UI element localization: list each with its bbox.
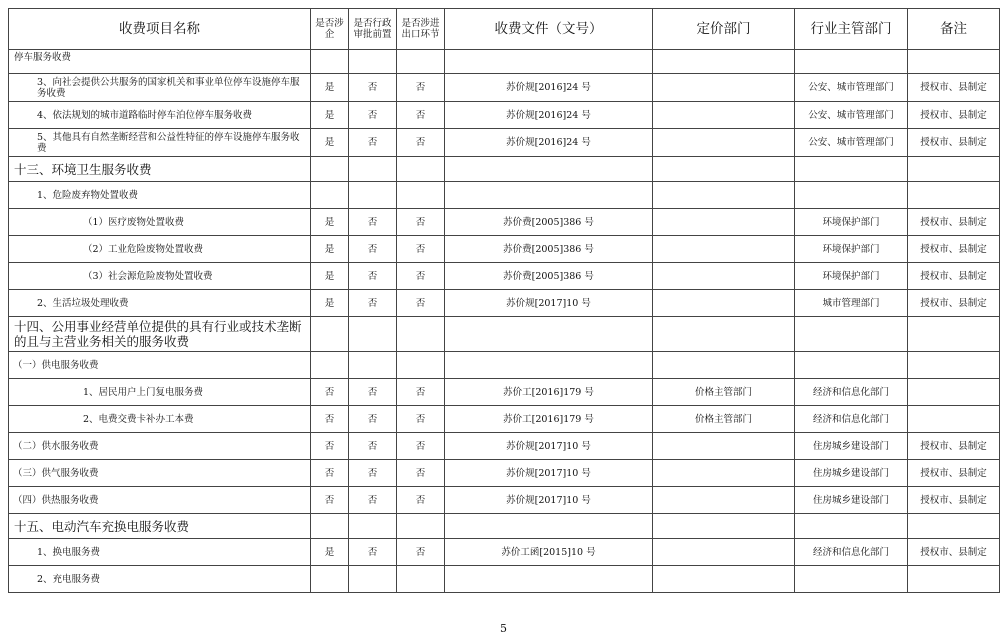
fee-item-name: 2、生活垃圾处理收费 (9, 290, 311, 317)
cell-approval: 否 (349, 487, 397, 514)
cell-remarks (908, 182, 1000, 209)
cell-approval: 否 (349, 74, 397, 102)
table-row (9, 566, 1000, 593)
cell-document: 苏价规[2017]10 号 (445, 460, 653, 487)
fee-item-name: 1、换电服务费 (9, 539, 311, 566)
cell-pricing-dept (653, 487, 795, 514)
cell-approval (349, 50, 397, 74)
cell-import-export: 否 (397, 102, 445, 129)
cell-approval (349, 317, 397, 352)
section-row (9, 317, 1000, 352)
cell-import-export (397, 317, 445, 352)
cell-pricing-dept (653, 263, 795, 290)
table-row (9, 236, 1000, 263)
fee-item-name: 2、电费交费卡补办工本费 (9, 406, 311, 433)
cell-document: 苏价规[2016]24 号 (445, 74, 653, 102)
cell-enterprise (311, 317, 349, 352)
fee-item-name: （四）供热服务收费 (9, 487, 311, 514)
cell-remarks: 授权市、县制定 (908, 290, 1000, 317)
cell-document (445, 50, 653, 74)
cell-import-export: 否 (397, 290, 445, 317)
cell-pricing-dept (653, 209, 795, 236)
header-pricing-dept: 定价部门 (653, 9, 795, 50)
cell-remarks (908, 352, 1000, 379)
cell-import-export (397, 514, 445, 539)
cell-approval: 否 (349, 539, 397, 566)
cell-pricing-dept (653, 157, 795, 182)
table-row (9, 433, 1000, 460)
cell-pricing-dept: 价格主管部门 (653, 406, 795, 433)
table-row (9, 50, 1000, 74)
cell-import-export: 否 (397, 129, 445, 157)
cell-industry-dept: 公安、城市管理部门 (795, 74, 908, 102)
fee-item-name: 3、向社会提供公共服务的国家机关和事业单位停车设施停车服务收费 (9, 74, 311, 102)
cell-remarks: 授权市、县制定 (908, 263, 1000, 290)
cell-document (445, 514, 653, 539)
table-row (9, 74, 1000, 102)
cell-document: 苏价工[2016]179 号 (445, 406, 653, 433)
cell-pricing-dept (653, 566, 795, 593)
section-row (9, 514, 1000, 539)
cell-remarks (908, 317, 1000, 352)
cell-industry-dept: 经济和信息化部门 (795, 539, 908, 566)
cell-remarks (908, 566, 1000, 593)
cell-enterprise: 是 (311, 539, 349, 566)
cell-document: 苏价工函[2015]10 号 (445, 539, 653, 566)
table-header-row (9, 9, 1000, 50)
cell-enterprise: 否 (311, 487, 349, 514)
table-body (9, 50, 1000, 593)
cell-pricing-dept (653, 433, 795, 460)
cell-document (445, 566, 653, 593)
cell-document: 苏价工[2016]179 号 (445, 379, 653, 406)
table-row (9, 182, 1000, 209)
fee-item-name: （一）供电服务收费 (9, 352, 311, 379)
cell-enterprise: 是 (311, 263, 349, 290)
cell-enterprise: 是 (311, 102, 349, 129)
cell-enterprise: 是 (311, 209, 349, 236)
table-row (9, 102, 1000, 129)
cell-approval: 否 (349, 406, 397, 433)
cell-remarks (908, 50, 1000, 74)
header-enterprise: 是否涉企 (311, 9, 349, 50)
fee-item-name: 4、依法规划的城市道路临时停车泊位停车服务收费 (9, 102, 311, 129)
cell-pricing-dept (653, 514, 795, 539)
table-row (9, 129, 1000, 157)
cell-enterprise: 否 (311, 406, 349, 433)
header-remarks: 备注 (908, 9, 1000, 50)
cell-industry-dept: 环境保护部门 (795, 263, 908, 290)
cell-industry-dept: 公安、城市管理部门 (795, 129, 908, 157)
cell-pricing-dept (653, 290, 795, 317)
cell-remarks (908, 514, 1000, 539)
cell-import-export (397, 352, 445, 379)
cell-enterprise (311, 352, 349, 379)
cell-enterprise: 是 (311, 74, 349, 102)
header-industry-dept: 行业主管部门 (795, 9, 908, 50)
fee-item-name: 1、居民用户上门复电服务费 (9, 379, 311, 406)
cell-industry-dept: 城市管理部门 (795, 290, 908, 317)
table-row (9, 209, 1000, 236)
cell-industry-dept: 住房城乡建设部门 (795, 460, 908, 487)
cell-remarks: 授权市、县制定 (908, 539, 1000, 566)
fee-item-name: （二）供水服务收费 (9, 433, 311, 460)
cell-approval (349, 157, 397, 182)
cell-document (445, 157, 653, 182)
cell-industry-dept: 经济和信息化部门 (795, 379, 908, 406)
cell-approval: 否 (349, 102, 397, 129)
cell-approval: 否 (349, 263, 397, 290)
cell-document: 苏价费[2005]386 号 (445, 263, 653, 290)
cell-pricing-dept (653, 74, 795, 102)
cell-import-export: 否 (397, 406, 445, 433)
fee-item-name: 十三、环境卫生服务收费 (9, 157, 311, 182)
cell-enterprise: 否 (311, 379, 349, 406)
cell-import-export (397, 50, 445, 74)
cell-pricing-dept (653, 317, 795, 352)
cell-document (445, 352, 653, 379)
cell-import-export: 否 (397, 209, 445, 236)
table-row (9, 379, 1000, 406)
cell-approval: 否 (349, 290, 397, 317)
cell-remarks: 授权市、县制定 (908, 74, 1000, 102)
cell-enterprise: 是 (311, 290, 349, 317)
cell-enterprise: 否 (311, 433, 349, 460)
cell-pricing-dept (653, 102, 795, 129)
cell-industry-dept: 环境保护部门 (795, 209, 908, 236)
cell-approval: 否 (349, 236, 397, 263)
cell-import-export: 否 (397, 74, 445, 102)
header-document: 收费文件（文号） (445, 9, 653, 50)
cell-remarks: 授权市、县制定 (908, 102, 1000, 129)
header-approval: 是否行政审批前置 (349, 9, 397, 50)
cell-pricing-dept (653, 129, 795, 157)
cell-industry-dept (795, 352, 908, 379)
cell-document: 苏价规[2016]24 号 (445, 129, 653, 157)
cell-approval (349, 352, 397, 379)
cell-import-export (397, 182, 445, 209)
cell-approval: 否 (349, 460, 397, 487)
cell-import-export: 否 (397, 263, 445, 290)
cell-document: 苏价费[2005]386 号 (445, 236, 653, 263)
cell-industry-dept (795, 317, 908, 352)
cell-pricing-dept (653, 460, 795, 487)
cell-remarks: 授权市、县制定 (908, 487, 1000, 514)
table-row (9, 263, 1000, 290)
cell-approval (349, 514, 397, 539)
fee-item-name: 十五、电动汽车充换电服务收费 (9, 514, 311, 539)
cell-import-export: 否 (397, 460, 445, 487)
cell-industry-dept (795, 566, 908, 593)
cell-import-export: 否 (397, 379, 445, 406)
cell-remarks: 授权市、县制定 (908, 209, 1000, 236)
table-row (9, 290, 1000, 317)
cell-approval (349, 182, 397, 209)
cell-import-export: 否 (397, 236, 445, 263)
fee-table (8, 8, 1000, 593)
fee-item-name: 1、危险废弃物处置收费 (9, 182, 311, 209)
cell-pricing-dept (653, 539, 795, 566)
fee-item-name: （三）供气服务收费 (9, 460, 311, 487)
cell-enterprise (311, 182, 349, 209)
header-import-export: 是否涉进出口环节 (397, 9, 445, 50)
table-row (9, 460, 1000, 487)
cell-pricing-dept: 价格主管部门 (653, 379, 795, 406)
cell-document: 苏价规[2016]24 号 (445, 102, 653, 129)
cell-enterprise: 是 (311, 129, 349, 157)
cell-approval: 否 (349, 433, 397, 460)
cell-pricing-dept (653, 236, 795, 263)
cell-remarks: 授权市、县制定 (908, 433, 1000, 460)
cell-import-export (397, 566, 445, 593)
cell-import-export (397, 157, 445, 182)
cell-enterprise (311, 514, 349, 539)
cell-remarks (908, 406, 1000, 433)
cell-document: 苏价规[2017]10 号 (445, 290, 653, 317)
cell-import-export: 否 (397, 539, 445, 566)
cell-approval: 否 (349, 129, 397, 157)
cell-industry-dept: 住房城乡建设部门 (795, 487, 908, 514)
fee-item-name: 停车服务收费 (9, 50, 311, 74)
cell-pricing-dept (653, 352, 795, 379)
cell-industry-dept (795, 157, 908, 182)
cell-approval: 否 (349, 379, 397, 406)
fee-item-name: 2、充电服务费 (9, 566, 311, 593)
table-row (9, 487, 1000, 514)
cell-import-export: 否 (397, 487, 445, 514)
cell-industry-dept (795, 182, 908, 209)
fee-item-name: 5、其他具有自然垄断经营和公益性特征的停车设施停车服务收费 (9, 129, 311, 157)
cell-remarks (908, 157, 1000, 182)
section-row (9, 157, 1000, 182)
cell-industry-dept (795, 514, 908, 539)
cell-document: 苏价规[2017]10 号 (445, 487, 653, 514)
cell-import-export: 否 (397, 433, 445, 460)
page-number: 5 (500, 622, 507, 635)
cell-remarks: 授权市、县制定 (908, 129, 1000, 157)
cell-enterprise (311, 157, 349, 182)
fee-item-name: （2）工业危险废物处置收费 (9, 236, 311, 263)
cell-industry-dept: 经济和信息化部门 (795, 406, 908, 433)
table-row (9, 406, 1000, 433)
fee-item-name: （3）社会源危险废物处置收费 (9, 263, 311, 290)
cell-document (445, 317, 653, 352)
cell-approval: 否 (349, 209, 397, 236)
cell-approval (349, 566, 397, 593)
cell-enterprise (311, 50, 349, 74)
cell-industry-dept: 住房城乡建设部门 (795, 433, 908, 460)
cell-enterprise: 是 (311, 236, 349, 263)
header-name: 收费项目名称 (9, 9, 311, 50)
cell-industry-dept: 公安、城市管理部门 (795, 102, 908, 129)
cell-remarks: 授权市、县制定 (908, 460, 1000, 487)
fee-item-name: （1）医疗废物处置收费 (9, 209, 311, 236)
cell-document (445, 182, 653, 209)
cell-document: 苏价规[2017]10 号 (445, 433, 653, 460)
cell-pricing-dept (653, 50, 795, 74)
cell-industry-dept: 环境保护部门 (795, 236, 908, 263)
cell-remarks (908, 379, 1000, 406)
cell-industry-dept (795, 50, 908, 74)
fee-item-name: 十四、公用事业经营单位提供的具有行业或技术垄断的且与主营业务相关的服务收费 (9, 317, 311, 352)
cell-pricing-dept (653, 182, 795, 209)
cell-enterprise (311, 566, 349, 593)
table-row (9, 539, 1000, 566)
cell-enterprise: 否 (311, 460, 349, 487)
cell-remarks: 授权市、县制定 (908, 236, 1000, 263)
cell-document: 苏价费[2005]386 号 (445, 209, 653, 236)
table-row (9, 352, 1000, 379)
